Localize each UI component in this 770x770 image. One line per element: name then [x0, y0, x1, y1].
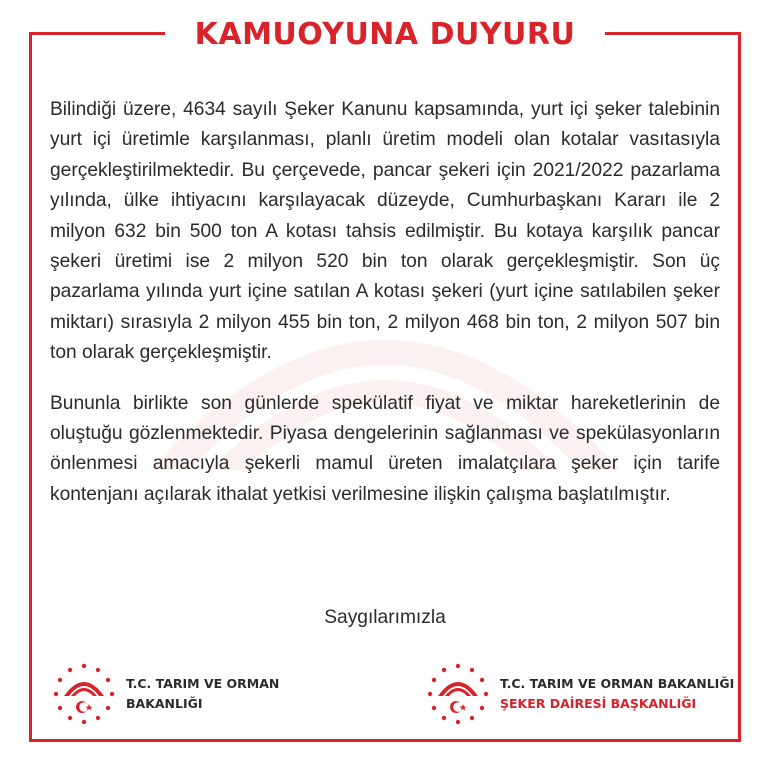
ministry-emblem-icon: [426, 662, 490, 726]
header: [165, 12, 605, 56]
org-line-1: T.C. TARIM VE ORMAN: [126, 676, 280, 691]
ministry-emblem-icon: [52, 662, 116, 726]
organization-name-left: [126, 674, 279, 714]
paragraph-2: Bununla birlikte son günlerde spekülatif fiyat ve miktar hareketlerinin de oluştuğu gözlenmektedir. Piyasa dengelerinin sağlanması ve spekülasyonların önlenmesi amacıyla şekerli mamul üreten imalatçılara şeker için tarife kontenjanı açılarak ithalat yetkisi verilmesine ilişkin çalışma başlatılmıştır.: [50, 392, 720, 505]
announcement-body: [50, 95, 720, 530]
ministry-logo-left: [52, 662, 279, 726]
org-line-2: BAKANLIĞI: [126, 696, 203, 711]
paragraph-1: Bilindiği üzere, 4634 sayılı Şeker Kanunu kapsamında, yurt içi şeker talebinin yurt içi üretimle karşılanması, planlı üretim modeli olan kotalar vasıtasıyla gerçekleştirilmektedir. Bu çerçevede, pancar şekeri için 2021/2022 pazarlama yılında, ülke ihtiyacını karşılayacak düzeyde, Cumhurbaşkanı Kararı ile 2 milyon 632 bin 500 ton A kotası tahsis edilmiştir. Bu kotaya karşılık pancar şekeri üretimi ise 2 milyon 520 bin ton olarak gerçekleşmiştir. Son üç pazarlama yılında yurt içine satılan A kotası şekeri (yurt içine satılabilen şeker miktarı) sırasıyla 2 milyon 455 bin ton, 2 milyon 468 bin ton, 2 milyon 507 bin ton olarak gerçekleşmiştir.: [50, 99, 720, 364]
closing-text: Saygılarımızla: [324, 607, 446, 628]
org-line-1: T.C. TARIM VE ORMAN BAKANLIĞI: [500, 676, 735, 691]
org-line-2: ŞEKER DAİRESİ BAŞKANLIĞI: [500, 696, 697, 711]
organization-name-right: [500, 674, 734, 714]
page-title: KAMUOYUNA DUYURU: [194, 16, 576, 52]
ministry-logo-right: [426, 662, 734, 726]
